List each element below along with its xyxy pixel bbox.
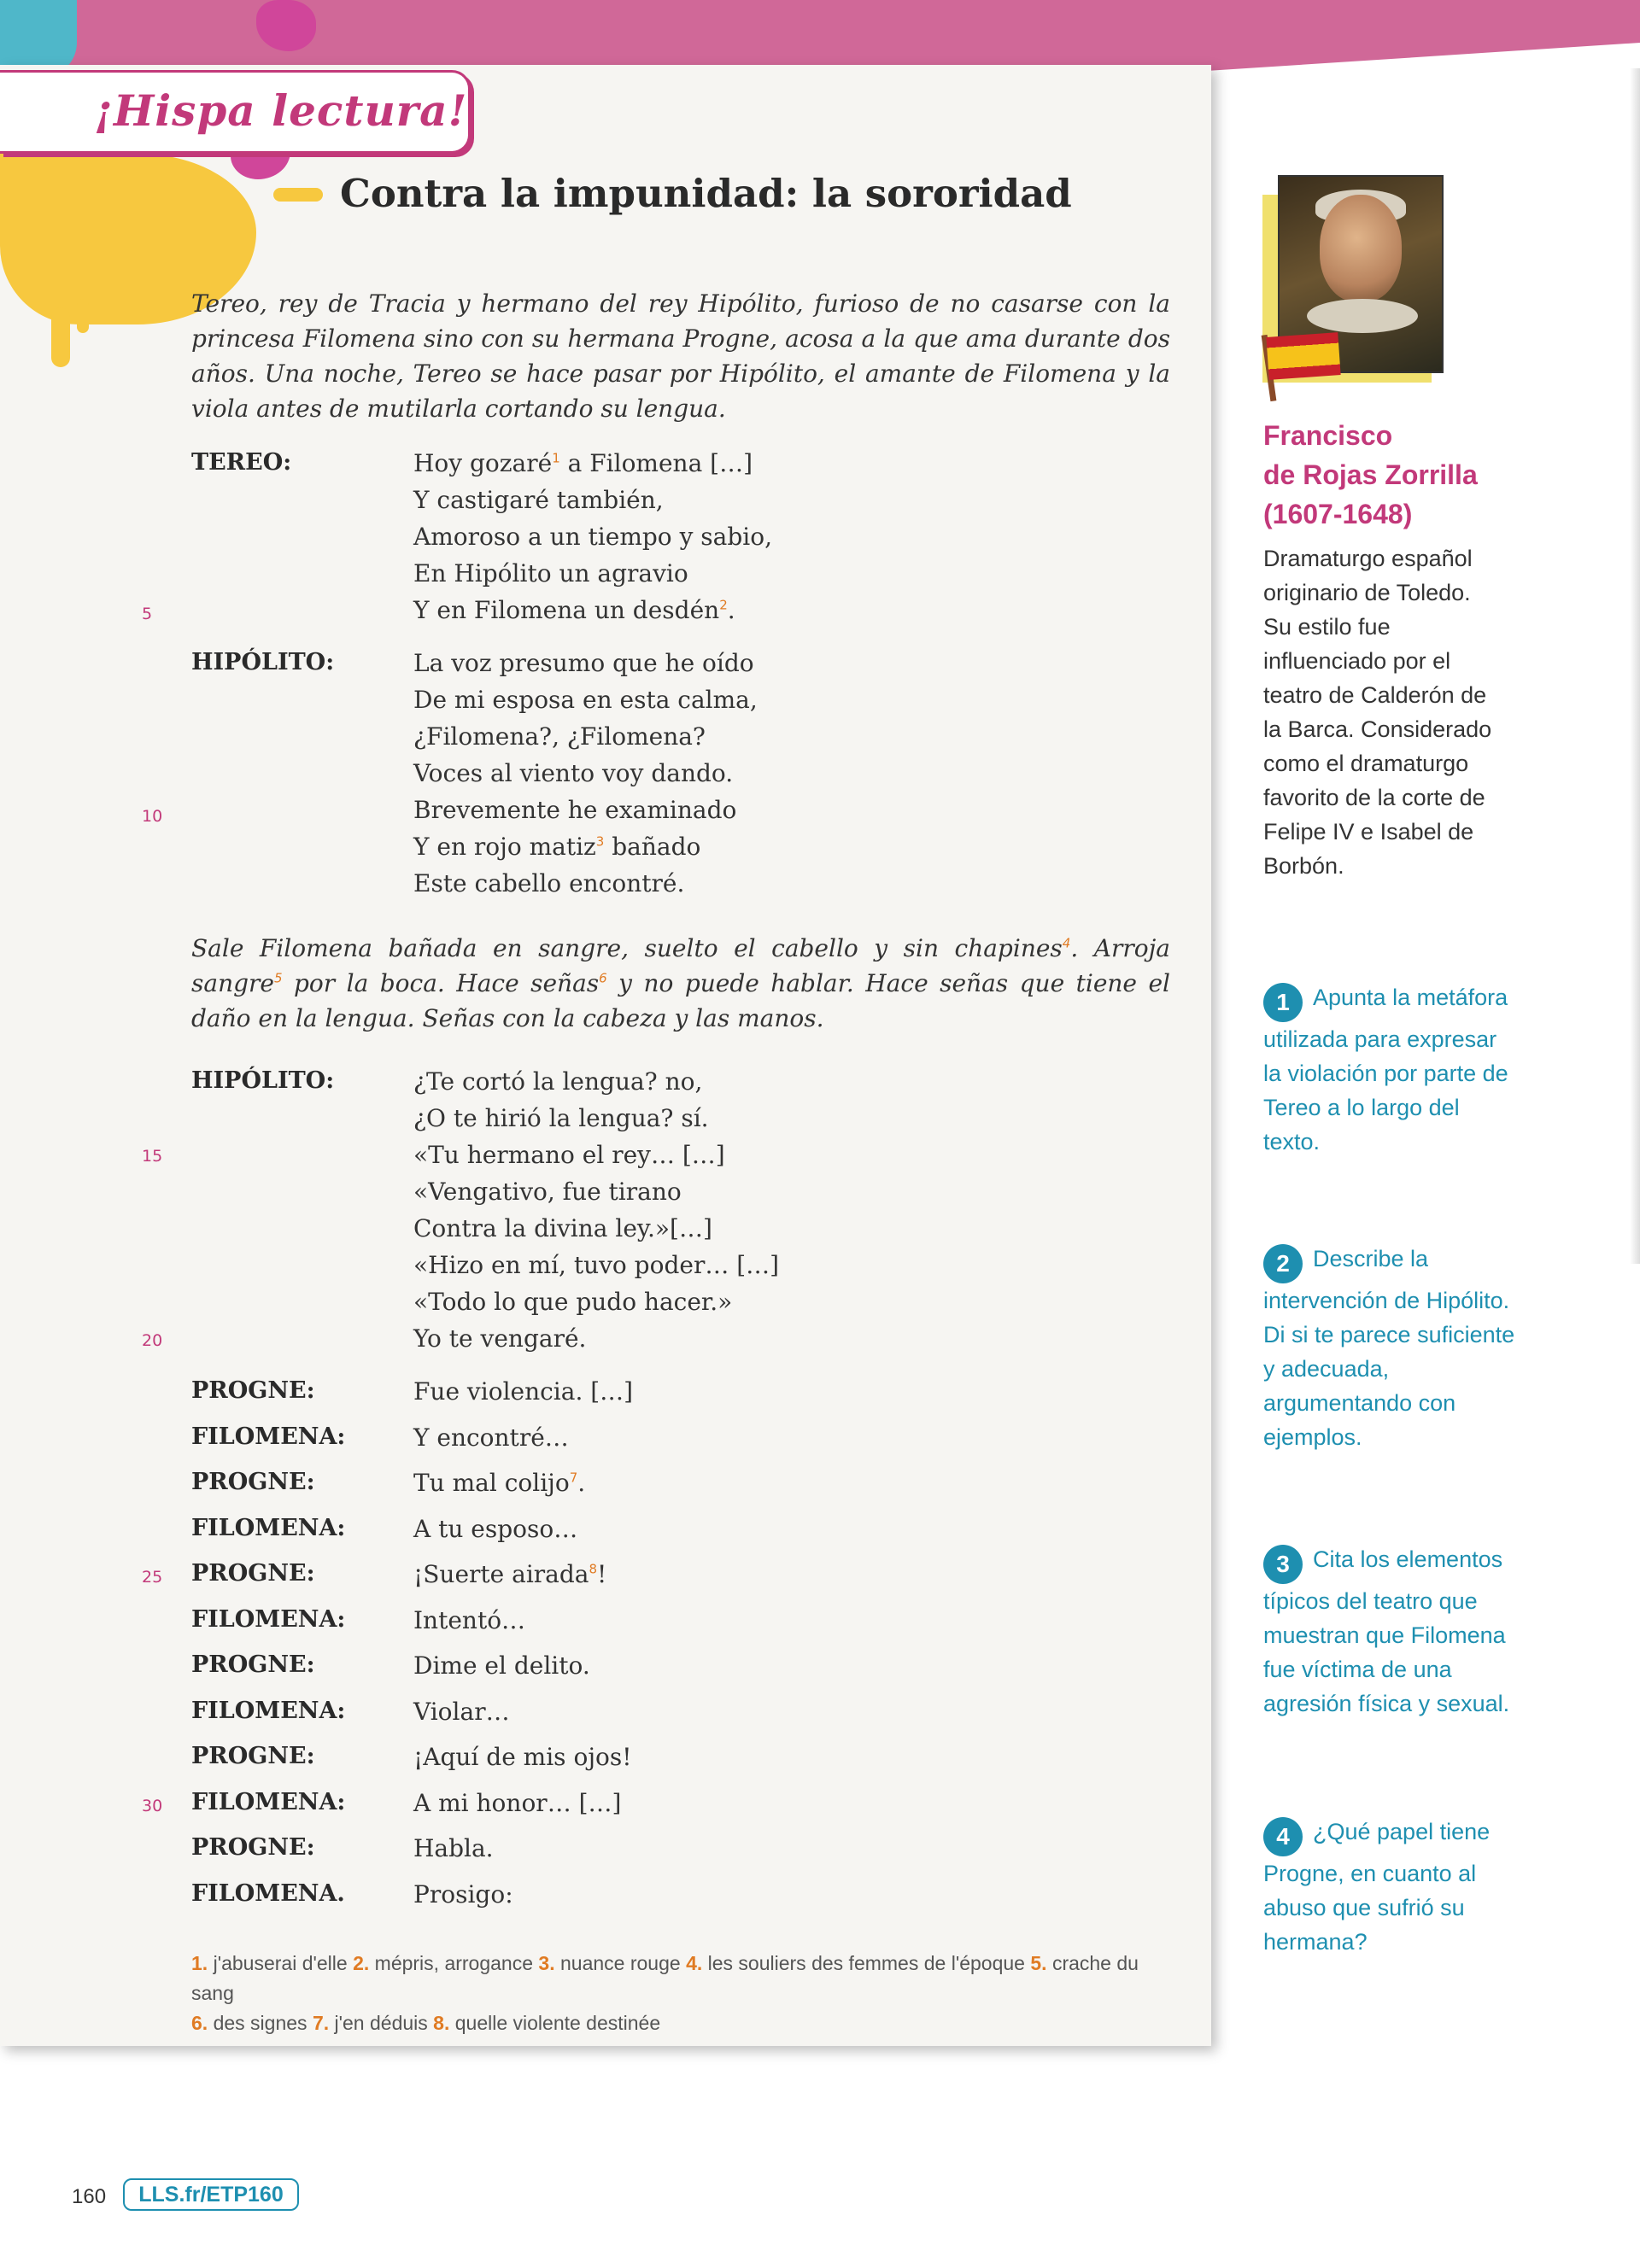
dialogue-line <box>191 1288 1174 1324</box>
speaker-name: PROGNE: <box>191 1560 315 1587</box>
footnote-text: des signes <box>213 2012 308 2034</box>
verse-text: Hoy gozaré <box>413 449 553 477</box>
question-2 <box>1263 1242 1520 1454</box>
verse-line <box>413 1560 606 1588</box>
question-number-badge: 3 <box>1263 1545 1303 1584</box>
footnote-ref: 1 <box>552 450 560 466</box>
footnote-ref: 6 <box>599 970 607 986</box>
dialogue-line <box>191 1698 1174 1744</box>
dialogue-line <box>191 1880 1174 1926</box>
footnote-number: 7. <box>312 2012 330 2034</box>
intro-paragraph: Tereo, rey de Tracia y hermano del rey Hipólito, furioso de no casarse con la princesa Filomena sino con su hermana Progne, acosa a la que ama durante dos años. Una noche, Tereo se hace pasar por Hipólito, el amante de Filomena y la viola antes de mutilarla cortando su lengua. <box>191 289 1170 423</box>
verse-text: Y encontré… <box>413 1423 569 1452</box>
speaker-name: PROGNE: <box>191 1469 315 1495</box>
speaker-name: HIPÓLITO: <box>191 649 335 675</box>
page-title: Contra la impunidad: la sororidad <box>340 171 1072 216</box>
line-number: 20 <box>142 1331 163 1350</box>
footnote-number: 2. <box>353 1952 370 1974</box>
dialogue-line <box>191 649 1174 686</box>
dialogue-line <box>191 1324 1174 1361</box>
verse-text: «Tu hermano el rey… […] <box>413 1141 725 1169</box>
verse-line <box>413 449 753 477</box>
speaker-name: PROGNE: <box>191 1743 315 1769</box>
dialogue-line <box>191 1834 1174 1880</box>
stage-text: y no puede hablar. Hace señas que tiene el daño en la lengua. Señas con la cabeza y las manos. <box>191 969 1170 1032</box>
footnote-text: les souliers des femmes de l'époque <box>707 1952 1025 1974</box>
author-name <box>1263 416 1520 534</box>
dialogue-line <box>191 1178 1174 1214</box>
stage-text: . Arroja sangre <box>191 934 1170 997</box>
verse-line <box>413 486 664 514</box>
stage-text: por la boca. Hace señas <box>282 969 600 997</box>
dialogue-block-progne-filomena <box>191 1377 1174 1926</box>
page-number: 160 <box>72 2185 107 2208</box>
verse-text: ¡Suerte airada <box>413 1560 589 1588</box>
footnote-text: mépris, arrogance <box>374 1952 534 1974</box>
speaker-name: HIPÓLITO: <box>191 1067 335 1094</box>
dialogue-line <box>191 1067 1174 1104</box>
verse-text: De mi esposa en esta calma, <box>413 686 758 714</box>
verse-line <box>413 1377 633 1406</box>
verse-text: Fue violencia. […] <box>413 1377 634 1406</box>
verse-line <box>413 1251 779 1279</box>
verse-text: Este cabello encontré. <box>413 869 685 897</box>
dialogue-line <box>191 1560 1174 1606</box>
author-last-name: de Rojas Zorrilla <box>1263 459 1478 490</box>
dialogue-line <box>191 686 1174 722</box>
verse-line <box>413 1288 732 1316</box>
dialogue-line <box>191 1104 1174 1141</box>
dialogue-line <box>191 559 1174 596</box>
verse-line <box>413 1834 494 1862</box>
verse-text: Voces al viento voy dando. <box>413 759 734 787</box>
dialogue-line <box>191 1423 1174 1470</box>
dialogue-line <box>191 523 1174 559</box>
verse-text: ¡Aquí de mis ojos! <box>413 1743 632 1771</box>
verse-line <box>413 833 700 861</box>
verse-text: En Hipólito un agravio <box>413 559 688 587</box>
verse-line <box>413 1141 725 1169</box>
paint-drip <box>273 188 323 202</box>
verse-line <box>413 1104 709 1132</box>
question-text: Apunta la metáfora utilizada para expresar la violación por parte de Tereo a lo largo del texto. <box>1263 985 1508 1154</box>
verse-text: A tu esposo… <box>413 1514 578 1543</box>
verse-text: «Hizo en mí, tuvo poder… […] <box>413 1251 780 1279</box>
line-number: 25 <box>142 1568 163 1587</box>
dialogue-line <box>191 1214 1174 1251</box>
portrait-face <box>1320 195 1402 302</box>
speaker-name: FILOMENA: <box>191 1697 346 1724</box>
footnote-number: 1. <box>191 1952 208 1974</box>
question-3 <box>1263 1542 1520 1721</box>
verse-text-tail: ! <box>597 1560 607 1588</box>
verse-line <box>413 1515 577 1543</box>
footnote-ref: 5 <box>273 970 283 986</box>
footnote-text: nuance rouge <box>559 1952 681 1974</box>
speaker-name: FILOMENA. <box>191 1879 345 1907</box>
speaker-name: FILOMENA: <box>191 1788 346 1815</box>
footnote-ref: 8 <box>589 1561 598 1577</box>
dialogue-line <box>191 1651 1174 1698</box>
verse-text: ¿Te cortó la lengua? no, <box>413 1067 703 1096</box>
verse-text: La voz presumo que he oído <box>413 649 754 677</box>
dialogue-line <box>191 449 1174 486</box>
verse-line <box>413 523 772 551</box>
footnote-ref: 4 <box>1062 935 1071 951</box>
verse-line <box>413 1789 621 1817</box>
verse-text: Contra la divina ley.»[…] <box>413 1214 712 1242</box>
verse-text: «Todo lo que pudo hacer.» <box>413 1288 733 1316</box>
verse-text: Tu mal colijo <box>413 1469 570 1497</box>
verse-line <box>413 1423 569 1452</box>
question-text: Cita los elementos típicos del teatro que muestran que Filomena fue víctima de una agresión física y sexual. <box>1263 1546 1510 1716</box>
resource-link[interactable]: LLS.fr/ETP160 <box>123 2178 299 2211</box>
verse-line <box>413 686 758 714</box>
verse-line <box>413 1606 525 1634</box>
verse-line <box>413 1651 590 1680</box>
verse-line <box>413 596 735 624</box>
speaker-name: PROGNE: <box>191 1651 315 1678</box>
question-text: ¿Qué papel tiene Progne, en cuanto al abuso que sufrió su hermana? <box>1263 1819 1491 1955</box>
verse-line <box>413 649 754 677</box>
speaker-name: PROGNE: <box>191 1377 315 1404</box>
verse-line <box>413 1324 586 1353</box>
dialogue-line <box>191 796 1174 833</box>
verse-text: «Vengativo, fue tirano <box>413 1178 682 1206</box>
question-number-badge: 4 <box>1263 1817 1303 1856</box>
verse-line <box>413 1214 712 1242</box>
spain-flag-icon <box>1266 332 1340 380</box>
verse-text: Brevemente he examinado <box>413 796 737 824</box>
dialogue-block-hipolito-2 <box>191 1067 1174 1361</box>
verse-text: Dime el delito. <box>413 1651 590 1680</box>
author-dates: (1607-1648) <box>1263 499 1413 529</box>
verse-line <box>413 559 688 587</box>
verse-text: ¿Filomena?, ¿Filomena? <box>413 722 706 751</box>
dialogue-line <box>191 1251 1174 1288</box>
question-number-badge: 2 <box>1263 1244 1303 1283</box>
footnote-ref: 3 <box>595 833 605 850</box>
speaker-name: PROGNE: <box>191 1834 315 1861</box>
question-number-badge: 1 <box>1263 983 1303 1022</box>
dialogue-line <box>191 833 1174 869</box>
verse-text: Prosigo: <box>413 1879 513 1909</box>
verse-line <box>413 759 733 787</box>
dialogue-line <box>191 1606 1174 1652</box>
speaker-name: FILOMENA: <box>191 1514 346 1541</box>
verse-text: Violar… <box>413 1697 510 1726</box>
dialogue-block-tereo <box>191 449 1174 633</box>
verse-line <box>413 796 736 824</box>
footnotes <box>191 1949 1182 2038</box>
stage-direction <box>191 931 1170 1036</box>
verse-text: Amoroso a un tiempo y sabio, <box>413 523 772 551</box>
dialogue-line <box>191 1789 1174 1835</box>
verse-text: Yo te vengaré. <box>413 1324 587 1353</box>
verse-text: ¿O te hirió la lengua? sí. <box>413 1104 709 1132</box>
question-4 <box>1263 1815 1520 1959</box>
portrait-collar <box>1307 299 1418 333</box>
dialogue-line <box>191 1743 1174 1789</box>
dialogue-line <box>191 722 1174 759</box>
dialogue-line <box>191 1141 1174 1178</box>
author-first-name: Francisco <box>1263 420 1393 451</box>
speaker-name: FILOMENA: <box>191 1605 346 1633</box>
dialogue-line <box>191 486 1174 523</box>
line-number: 30 <box>142 1797 163 1815</box>
section-badge: ¡Hispa lectura! <box>94 85 468 136</box>
footnote-ref: 7 <box>569 1470 578 1486</box>
dialogue-block-hipolito <box>191 649 1174 906</box>
footnote-number: 4. <box>686 1952 703 1974</box>
verse-line <box>413 1067 702 1096</box>
footnote-text: j'en déduis <box>334 2012 428 2034</box>
footnote-number: 3. <box>538 1952 555 1974</box>
line-number: 5 <box>142 605 153 623</box>
line-number: 15 <box>142 1147 163 1166</box>
verse-line <box>413 1743 631 1771</box>
verse-line <box>413 1880 513 1909</box>
dialogue-line <box>191 869 1174 906</box>
verse-text: Y en Filomena un desdén <box>413 596 720 624</box>
verse-text: Y en rojo matiz <box>413 833 596 861</box>
question-1 <box>1263 980 1520 1159</box>
footnote-number: 8. <box>433 2012 450 2034</box>
question-text: Describe la intervención de Hipólito. Di si te parece suficiente y adecuada, argumentando con ejemplos. <box>1263 1246 1515 1450</box>
paint-drip <box>77 299 89 333</box>
verse-text: Habla. <box>413 1834 494 1862</box>
verse-text: A mi honor… […] <box>413 1788 622 1817</box>
line-number: 10 <box>142 807 163 826</box>
speaker-name: FILOMENA: <box>191 1423 346 1450</box>
verse-line <box>413 1178 682 1206</box>
verse-text-tail: . <box>727 596 735 624</box>
stage-text: Sale Filomena bañada en sangre, suelto el cabello y sin chapines <box>191 934 1063 962</box>
page-edge-shadow <box>1630 68 1640 1264</box>
author-bio: Dramaturgo español originario de Toledo. Su estilo fue influenciado por el teatro de Calderón de la Barca. Considerado como el dramaturgo favorito de la corte de Felipe IV e Isabel de Borbón. <box>1263 546 1492 879</box>
dialogue-line <box>191 1469 1174 1515</box>
footnote-text: j'abuserai d'elle <box>213 1952 348 1974</box>
footnote-text: crache du sang <box>191 1952 1139 2004</box>
footnote-number: 5. <box>1030 1952 1047 1974</box>
verse-line <box>413 722 706 751</box>
paint-drip <box>51 307 70 367</box>
footnote-ref: 2 <box>719 597 728 613</box>
dialogue-line <box>191 596 1174 633</box>
verse-text-tail: . <box>577 1469 586 1497</box>
verse-text: Y castigaré también, <box>413 486 664 514</box>
speaker-name: TEREO: <box>191 449 292 476</box>
dialogue-line <box>191 1377 1174 1423</box>
footnote-number: 6. <box>191 2012 208 2034</box>
dialogue-line <box>191 759 1174 796</box>
dialogue-line <box>191 1515 1174 1561</box>
verse-line <box>413 869 684 897</box>
verse-text-tail: a Filomena […] <box>559 449 753 477</box>
verse-line <box>413 1469 585 1497</box>
footnote-text: quelle violente destinée <box>454 2012 661 2034</box>
verse-text-tail: bañado <box>604 833 701 861</box>
verse-line <box>413 1698 510 1726</box>
verse-text: Intentó… <box>413 1605 526 1634</box>
